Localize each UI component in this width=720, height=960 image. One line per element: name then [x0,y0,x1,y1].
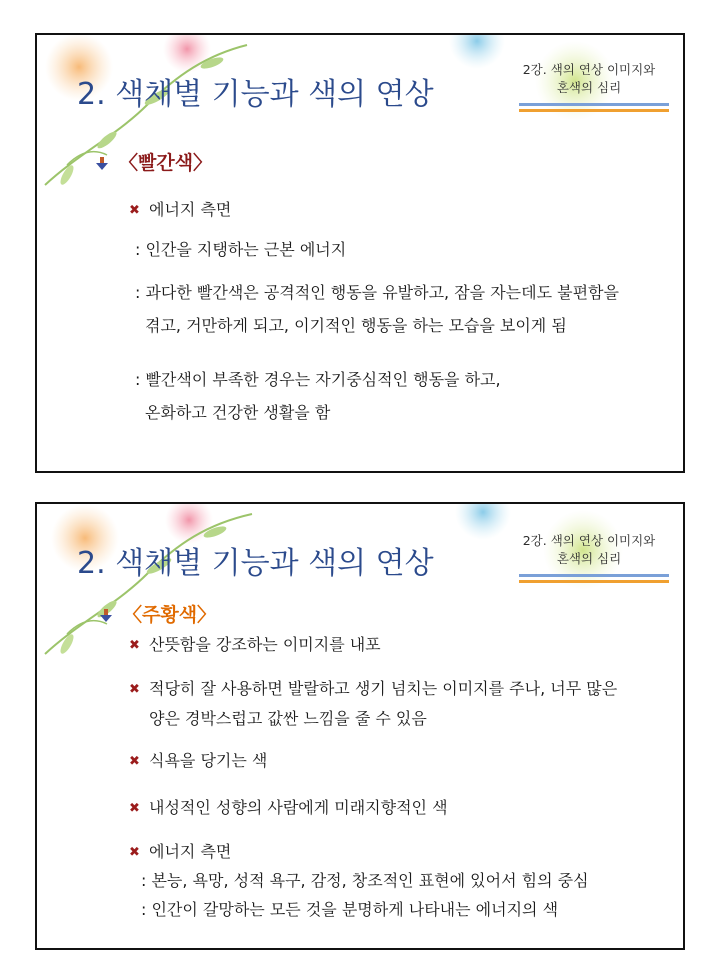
down-arrow-icon [95,157,109,171]
bullet-item [129,676,617,699]
slide-title: 2. 색채별 기능과 색의 연상 [77,546,434,581]
bullet-text: 내성적인 성향의 사람에게 미래지향적인 색 [149,798,448,817]
slide-orange [35,502,685,950]
bullet-text: 에너지 측면 [149,200,232,219]
tag-bar-orange [519,580,669,583]
x-mark-icon: ✖ [129,754,140,769]
bullet-item [129,748,267,771]
bullet-item [129,839,231,862]
bullet-item [129,197,231,220]
lecture-tag-line2: 혼색의 심리 [556,80,622,95]
tag-bar-blue [519,103,669,106]
bullet-text: 식욕을 당기는 색 [149,751,268,770]
bullet-item [129,795,448,818]
tag-bar-orange [519,109,669,112]
x-mark-icon: ✖ [129,203,140,218]
bullet-text: 에너지 측면 [149,842,232,861]
lecture-tag-line1: 2강. 색의 연상 이미지와 [522,62,656,77]
section-heading-label: 〈주황색〉 [123,604,217,626]
section-heading [99,600,216,627]
lecture-tag [509,61,669,97]
slide-title: 2. 색채별 기능과 색의 연상 [77,77,434,112]
detail-line: : 인간이 갈망하는 모든 것을 분명하게 나타내는 에너지의 색 [141,900,559,919]
detail-line: : 인간을 지탱하는 근본 에너지 [135,240,347,259]
bullet-item [129,632,381,655]
detail-line: 겪고, 거만하게 되고, 이기적인 행동을 하는 모습을 보이게 됨 [145,316,567,335]
tag-bar-blue [519,574,669,577]
section-heading [95,148,212,175]
bullet-continuation: 양은 경박스럽고 값싼 느낌을 줄 수 있음 [149,709,427,728]
detail-line: : 빨간색이 부족한 경우는 자기중심적인 행동을 하고, [135,370,501,389]
x-mark-icon: ✖ [129,801,140,816]
detail-line: : 과다한 빨간색은 공격적인 행동을 유발하고, 잠을 자는데도 불편함을 [135,283,619,302]
x-mark-icon: ✖ [129,682,140,697]
bullet-text: 산뜻함을 강조하는 이미지를 내포 [149,635,381,654]
detail-line: 온화하고 건강한 생활을 함 [145,403,331,422]
detail-line: : 본능, 욕망, 성적 욕구, 감정, 창조적인 표현에 있어서 힘의 중심 [141,871,589,890]
x-mark-icon: ✖ [129,845,140,860]
section-heading-label: 〈빨간색〉 [119,152,213,174]
bullet-text: 적당히 잘 사용하면 발랄하고 생기 넘치는 이미지를 주나, 너무 많은 [149,679,618,698]
slide-red [35,33,685,473]
lecture-tag-line2: 혼색의 심리 [556,551,622,566]
lecture-tag-line1: 2강. 색의 연상 이미지와 [522,533,656,548]
down-arrow-icon [99,609,113,623]
lecture-tag [509,532,669,568]
x-mark-icon: ✖ [129,638,140,653]
